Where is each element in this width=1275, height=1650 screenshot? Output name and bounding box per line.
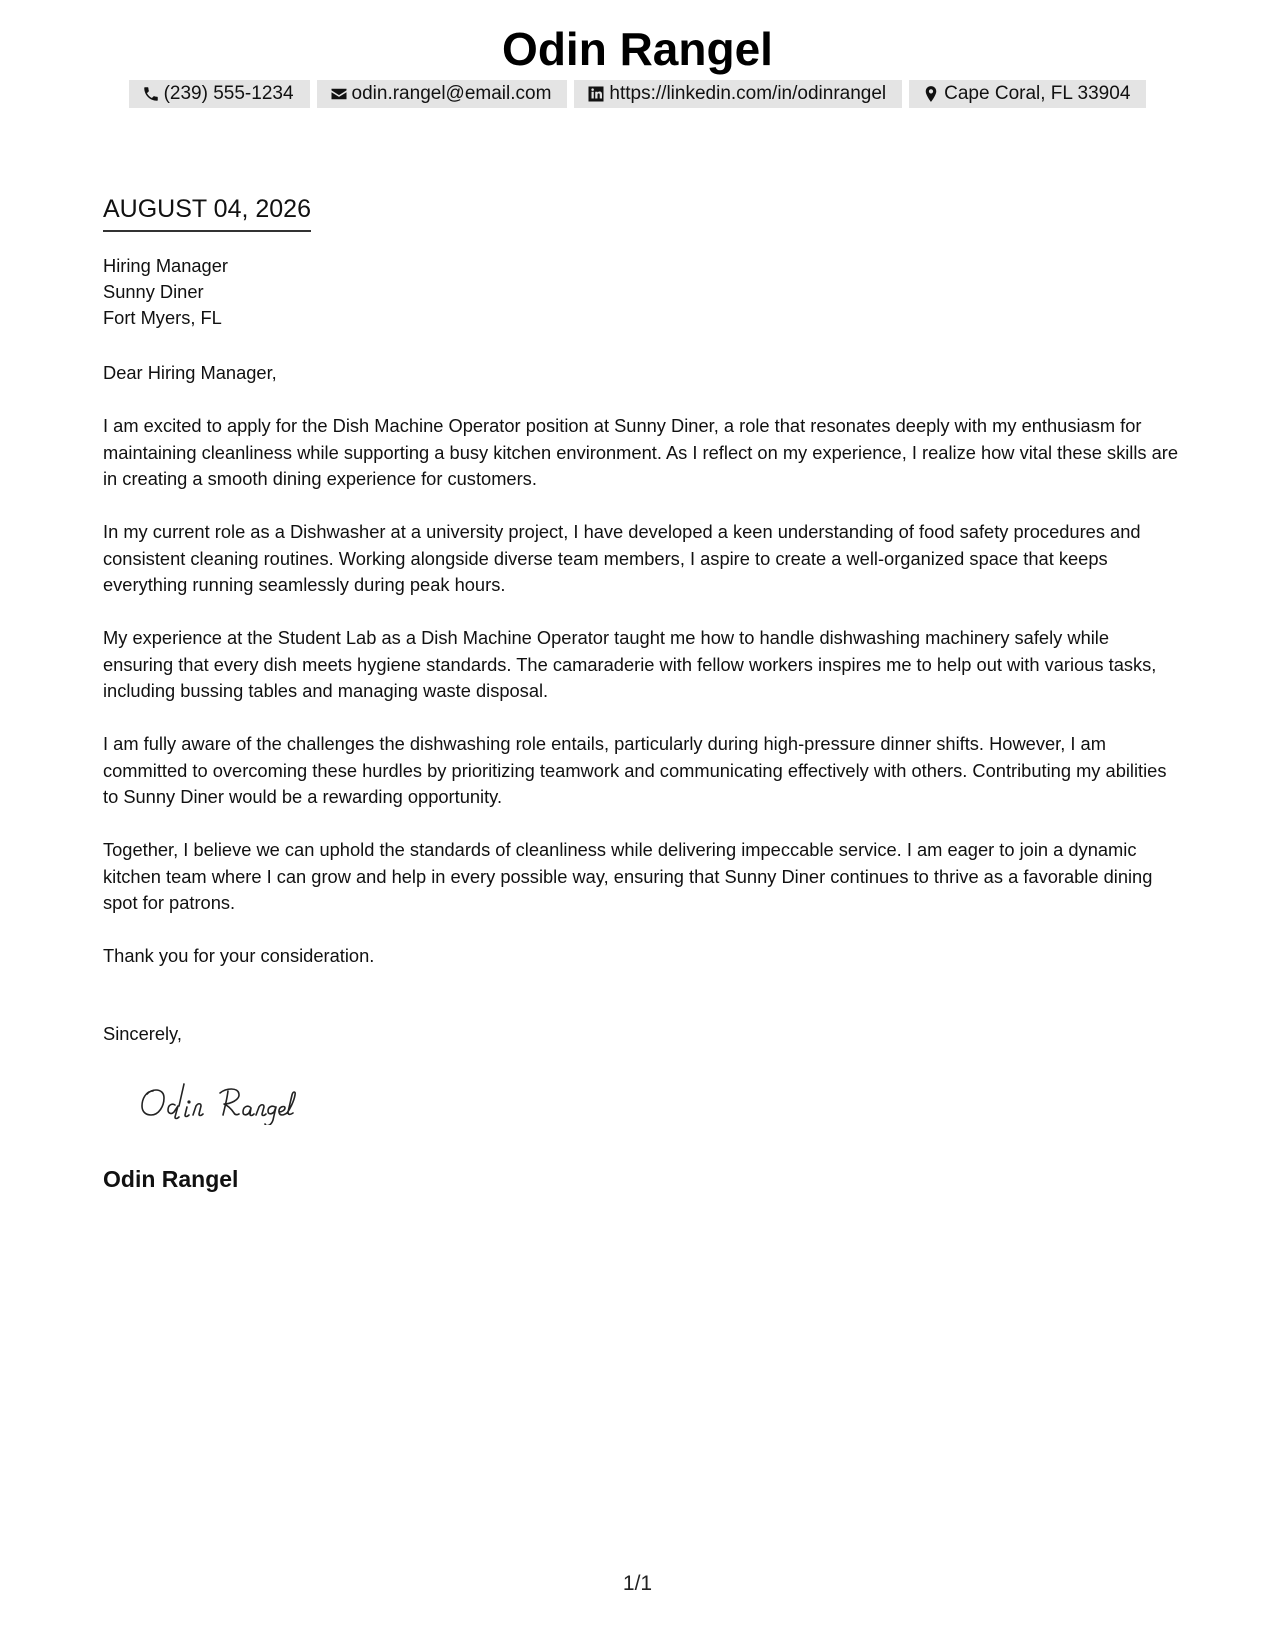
signed-name: Odin Rangel (103, 1166, 239, 1192)
body-paragraph: Together, I believe we can uphold the standards of cleanliness while delivering impeccable service. I am eager to join a dynamic kitchen team where I can grow and help in every possible way, ensuring that Sunny Diner continues to thrive as a favorable dining spot for patrons. (103, 839, 1153, 913)
recipient-block (103, 253, 1183, 331)
closing-thanks: Thank you for your consideration. (103, 945, 375, 966)
letter-date: AUGUST 04, 2026 (103, 193, 311, 232)
body-paragraph: My experience at the Student Lab as a Dish Machine Operator taught me how to handle dishwashing machinery safely while ensuring that every dish meets hygiene standards. The camaraderie with fellow workers inspires me to help out with various tasks, including bussing tables and managing waste disposal. (103, 627, 1157, 701)
body-paragraph: In my current role as a Dishwasher at a university project, I have developed a keen understanding of food safety procedures and consistent cleaning routines. Working alongside diverse team members, I aspire to create a well-organized space that keeps everything running seamlessly during peak hours. (103, 521, 1141, 595)
salutation: Dear Hiring Manager, (103, 362, 277, 383)
handwritten-signature (135, 1075, 335, 1125)
contact-location (909, 80, 1146, 108)
recipient-title: Hiring Manager (103, 255, 228, 276)
contact-bar (0, 80, 1275, 108)
letter-header (0, 20, 1275, 78)
applicant-name-heading: Odin Rangel (502, 23, 773, 75)
contact-phone-text: (239) 555-1234 (163, 83, 294, 104)
phone-icon (141, 84, 161, 104)
envelope-icon (329, 84, 349, 104)
recipient-company: Sunny Diner (103, 281, 204, 302)
body-paragraph: I am excited to apply for the Dish Machine Operator position at Sunny Diner, a role that resonates deeply with my enthusiasm for maintaining cleanliness while supporting a busy kitchen environment. As I reflect on my experience, I realize how vital these skills are in creating a smooth dining experience for customers. (103, 415, 1179, 489)
contact-linkedin (574, 80, 902, 108)
linkedin-icon (586, 84, 606, 104)
contact-phone (129, 80, 310, 108)
recipient-location: Fort Myers, FL (103, 307, 222, 328)
closing-valediction: Sincerely, (103, 1023, 182, 1044)
map-pin-icon (921, 84, 941, 104)
page-number: 1/1 (622, 1572, 653, 1595)
contact-linkedin-text: https://linkedin.com/in/odinrangel (609, 83, 887, 104)
letter-body (103, 413, 1183, 996)
contact-location-text: Cape Coral, FL 33904 (944, 83, 1131, 104)
body-paragraph: I am fully aware of the challenges the dishwashing role entails, particularly during high-pressure dinner shifts. However, I am committed to overcoming these hurdles by prioritizing teamwork and communicating effectively with others. Contributing my abilities to Sunny Diner would be a rewarding opportunity. (103, 733, 1167, 807)
contact-email-text: odin.rangel@email.com (351, 83, 552, 104)
contact-email (317, 80, 568, 108)
